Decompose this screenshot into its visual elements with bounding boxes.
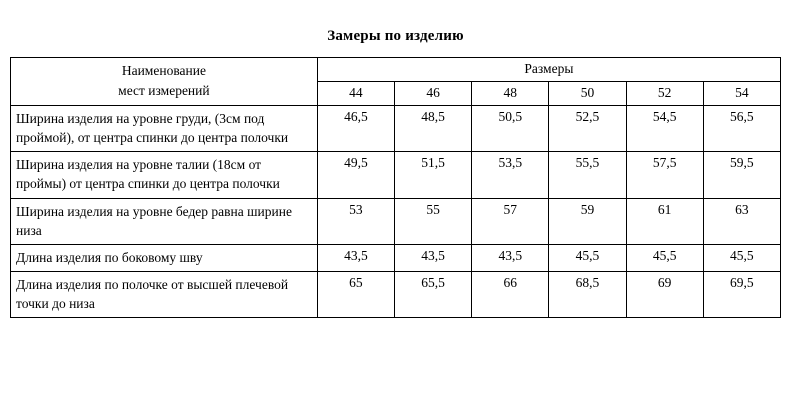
measurement-value: 52,5: [549, 106, 626, 152]
size-column-header: 44: [317, 82, 394, 106]
table-row: [11, 106, 781, 152]
measurement-value: 53: [317, 198, 394, 244]
measurement-name: Ширина изделия на уровне груди, (3см под проймой), от центра спинки до центра полочки: [11, 106, 318, 152]
measurement-name: Ширина изделия на уровне талии (18см от проймы) от центра спинки до центра полочки: [11, 152, 318, 198]
measurement-value: 59: [549, 198, 626, 244]
table-body: [11, 106, 781, 318]
measurement-value: 56,5: [703, 106, 780, 152]
measurement-value: 54,5: [626, 106, 703, 152]
column-header-name-line2: мест измерений: [118, 82, 210, 98]
measurement-value: 49,5: [317, 152, 394, 198]
measurement-value: 46,5: [317, 106, 394, 152]
table-row: [11, 272, 781, 318]
size-column-header: 46: [394, 82, 471, 106]
measurement-value: 57: [472, 198, 549, 244]
page-title: Замеры по изделию: [327, 28, 464, 44]
measurement-value: 59,5: [703, 152, 780, 198]
measurement-value: 48,5: [394, 106, 471, 152]
measurement-value: 45,5: [549, 244, 626, 271]
measurement-value: 43,5: [317, 244, 394, 271]
measurement-value: 61: [626, 198, 703, 244]
table-row: [11, 244, 781, 271]
column-header-name-line1: Наименование: [121, 63, 206, 78]
size-column-header: 48: [472, 82, 549, 106]
measurement-value: 69: [626, 272, 703, 318]
measurement-value: 55,5: [549, 152, 626, 198]
measurement-value: 53,5: [472, 152, 549, 198]
column-header-sizes: Размеры: [317, 58, 780, 82]
measurement-name: Ширина изделия на уровне бедер равна ширине низа: [11, 198, 318, 244]
measurement-value: 51,5: [394, 152, 471, 198]
table-header: [11, 58, 781, 106]
measurement-value: 66: [472, 272, 549, 318]
size-column-header: 52: [626, 82, 703, 106]
measurement-value: 65: [317, 272, 394, 318]
measurement-value: 43,5: [472, 244, 549, 271]
measurements-table: [10, 57, 781, 318]
measurement-name: Длина изделия по полочке от высшей плечевой точки до низа: [11, 272, 318, 318]
measurement-value: 50,5: [472, 106, 549, 152]
measurement-value: 69,5: [703, 272, 780, 318]
measurement-value: 57,5: [626, 152, 703, 198]
size-column-header: 54: [703, 82, 780, 106]
table-header-row-1: [11, 58, 781, 82]
measurement-value: 63: [703, 198, 780, 244]
table-row: [11, 198, 781, 244]
measurement-name: Длина изделия по боковому шву: [11, 244, 318, 271]
measurement-value: 68,5: [549, 272, 626, 318]
measurement-value: 45,5: [626, 244, 703, 271]
measurement-value: 45,5: [703, 244, 780, 271]
size-column-header: 50: [549, 82, 626, 106]
column-header-name: [11, 58, 318, 106]
measurement-value: 65,5: [394, 272, 471, 318]
table-row: [11, 152, 781, 198]
measurement-value: 43,5: [394, 244, 471, 271]
measurement-value: 55: [394, 198, 471, 244]
